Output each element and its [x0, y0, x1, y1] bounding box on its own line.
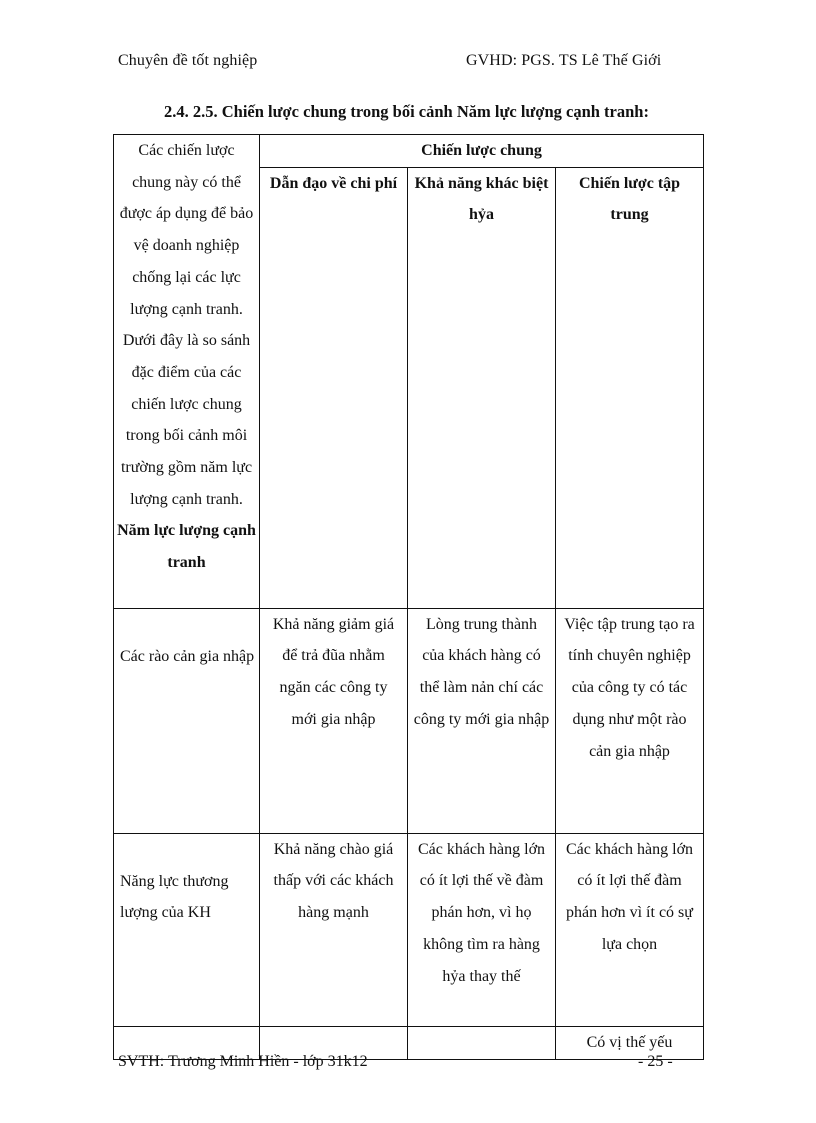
row-label — [114, 608, 260, 833]
page-header-right: GVHD: PGS. TS Lê Thế Giới — [466, 52, 662, 69]
row-label-text: Các rào cản gia nhập — [120, 647, 255, 665]
table-cell: Khả năng chào giá thấp với các khách hàng mạnh — [260, 833, 408, 1026]
intro-cell — [114, 135, 260, 609]
table-cell: Có vị thế yếu — [556, 1026, 704, 1059]
row-label-text: Năng lực thương lượng của KH — [120, 872, 229, 922]
page-footer-left: SVTH: Trương Minh Hiền - lớp 31k12 — [118, 1053, 368, 1070]
strategy-table — [113, 134, 704, 1060]
intro-bold: Năm lực lượng cạnh tranh — [117, 522, 256, 572]
table-row — [114, 833, 704, 1026]
page-number: - 25 - — [638, 1053, 673, 1070]
table-cell: Lòng trung thành của khách hàng có thể làm nản chí các công ty mới gia nhập — [408, 608, 556, 833]
intro-text: Các chiến lược chung này có thể được áp dụng để bảo vệ doanh nghiệp chống lại các lực lượng cạnh tranh. Dưới đây là so sánh đặc điểm của các chiến lược chung trong bối cảnh môi trường gồm năm lực lượng cạnh — [119, 142, 254, 508]
header-focus: Chiến lược tập trung — [556, 167, 704, 608]
intro-text-2: tranh. — [205, 490, 243, 508]
section-title: 2.4. 2.5. Chiến lược chung trong bối cảnh Năm lực lượng cạnh tranh: — [164, 102, 649, 121]
table-cell — [408, 1026, 556, 1059]
table-cell: Các khách hàng lớn có ít lợi thế đàm phán hơn vì ít có sự lựa chọn — [556, 833, 704, 1026]
table-row — [114, 608, 704, 833]
group-header: Chiến lược chung — [260, 135, 704, 168]
header-cost-leadership: Dẫn đạo về chi phí — [260, 167, 408, 608]
table-cell: Khả năng giảm giá để trả đũa nhằm ngăn các công ty mới gia nhập — [260, 608, 408, 833]
table-cell: Các khách hàng lớn có ít lợi thế về đàm phán hơn, vì họ không tìm ra hàng hỷa thay thế — [408, 833, 556, 1026]
row-label — [114, 833, 260, 1026]
table-cell: Việc tập trung tạo ra tính chuyên nghiệp của công ty có tác dụng như một rào cản gia nhập — [556, 608, 704, 833]
header-differentiation: Khả năng khác biệt hỷa — [408, 167, 556, 608]
page-header-left: Chuyên đề tốt nghiệp — [118, 52, 258, 69]
table-header-row — [114, 135, 704, 168]
